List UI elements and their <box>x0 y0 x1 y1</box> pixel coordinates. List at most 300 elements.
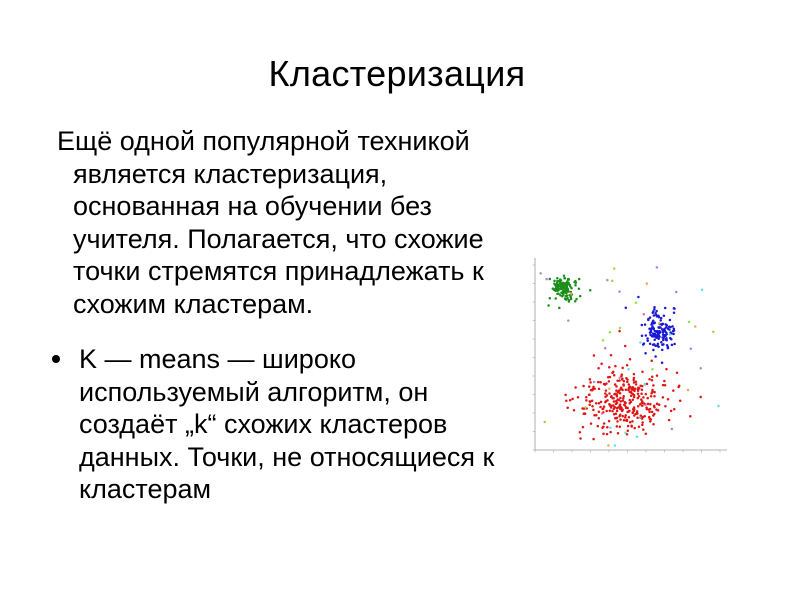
cluster-point-blue <box>657 315 660 318</box>
noise-point <box>687 389 690 392</box>
cluster-point-red <box>670 410 673 413</box>
cluster-point-red <box>626 364 629 367</box>
cluster-point-red <box>645 433 648 436</box>
cluster-point-green <box>568 299 571 302</box>
noise-point <box>688 321 691 324</box>
cluster-point-blue <box>657 333 660 336</box>
cluster-point-blue <box>664 334 667 337</box>
cluster-point-red <box>652 384 655 387</box>
noise-point <box>644 404 647 407</box>
cluster-point-red <box>633 427 636 430</box>
cluster-point-red <box>629 358 632 361</box>
cluster-point-red <box>595 402 598 405</box>
cluster-point-red <box>603 383 606 386</box>
cluster-point-red <box>645 393 648 396</box>
cluster-point-red <box>633 414 636 417</box>
cluster-point-blue <box>666 324 669 327</box>
cluster-point-blue <box>673 343 676 346</box>
noise-point <box>694 325 697 328</box>
cluster-point-red <box>606 433 609 436</box>
cluster-point-red <box>620 386 623 389</box>
cluster-point-red <box>647 403 650 406</box>
cluster-point-blue <box>666 344 669 347</box>
cluster-point-red <box>608 380 611 383</box>
cluster-point-red <box>616 420 619 423</box>
cluster-point-red <box>613 408 616 411</box>
cluster-point-red <box>592 438 595 441</box>
cluster-point-red <box>676 372 679 375</box>
cluster-point-green <box>549 297 552 300</box>
noise-point <box>544 421 547 424</box>
cluster-point-blue <box>637 296 640 299</box>
cluster-point-red <box>626 381 629 384</box>
cluster-point-red <box>597 367 600 370</box>
cluster-point-red <box>635 383 638 386</box>
cluster-point-blue <box>659 319 662 322</box>
cluster-point-red <box>569 399 572 402</box>
cluster-point-red <box>610 406 613 409</box>
bullet-item-kmeans-text: K — means — широко используемый алгоритм, он создаёт „k“ схожих кластеров данных. Точки, не относящиеся к кластерам <box>79 344 495 504</box>
cluster-point-red <box>625 406 628 409</box>
cluster-point-blue <box>649 343 652 346</box>
cluster-point-red <box>597 425 600 428</box>
cluster-point-red <box>626 420 629 423</box>
cluster-point-green <box>569 285 572 288</box>
cluster-point-red <box>618 330 621 333</box>
noise-point <box>639 341 642 344</box>
cluster-point-red <box>651 375 654 378</box>
cluster-point-red <box>577 396 580 399</box>
cluster-point-green <box>547 304 550 307</box>
cluster-point-red <box>609 376 612 379</box>
cluster-point-red <box>613 393 616 396</box>
cluster-point-red <box>614 365 617 368</box>
noise-point <box>651 368 654 371</box>
cluster-point-blue <box>673 311 676 314</box>
cluster-point-red <box>610 395 613 398</box>
cluster-point-blue <box>665 331 668 334</box>
cluster-point-red <box>589 400 592 403</box>
cluster-point-red <box>672 389 675 392</box>
cluster-point-red <box>649 403 652 406</box>
cluster-point-red <box>593 414 596 417</box>
cluster-point-red <box>606 399 609 402</box>
cluster-point-blue <box>671 344 674 347</box>
cluster-point-blue <box>662 339 665 342</box>
cluster-point-red <box>619 392 622 395</box>
cluster-point-red <box>637 387 640 390</box>
cluster-point-green <box>549 278 552 281</box>
cluster-point-red <box>571 398 574 401</box>
cluster-point-red <box>619 403 622 406</box>
cluster-point-red <box>615 417 618 420</box>
cluster-point-red <box>635 412 638 415</box>
noise-point <box>619 327 622 330</box>
cluster-point-red <box>598 410 601 413</box>
cluster-point-blue <box>649 316 652 319</box>
noise-point <box>611 280 614 283</box>
cluster-point-red <box>602 433 605 436</box>
cluster-point-blue <box>647 319 650 322</box>
cluster-point-red <box>679 399 682 402</box>
cluster-point-red <box>636 416 639 419</box>
cluster-point-blue <box>654 330 657 333</box>
noise-point <box>701 289 704 292</box>
cluster-point-red <box>648 411 651 414</box>
cluster-point-red <box>663 380 666 383</box>
cluster-point-red <box>633 406 636 409</box>
cluster-point-red <box>662 396 665 399</box>
paragraph-clustering-intro: Ещё одной популярной техникой является кластеризация, основанная на обучении без учителя. Полагается, что схожие точки стремятся принадлежать к схожим кластерам. <box>57 126 484 319</box>
cluster-point-red <box>653 391 656 394</box>
cluster-point-red <box>628 383 631 386</box>
cluster-point-green <box>574 300 577 303</box>
noise-point <box>609 426 612 429</box>
noise-point <box>609 331 612 334</box>
noise-point <box>614 444 617 447</box>
cluster-point-red <box>626 378 629 381</box>
cluster-point-red <box>639 403 642 406</box>
cluster-point-red <box>678 385 681 388</box>
cluster-point-red <box>579 431 582 434</box>
cluster-point-red <box>631 420 634 423</box>
cluster-point-red <box>642 416 645 419</box>
cluster-point-blue <box>661 324 664 327</box>
cluster-point-red <box>613 413 616 416</box>
cluster-point-red <box>633 377 636 380</box>
cluster-point-blue <box>654 321 657 324</box>
noise-point <box>627 368 630 371</box>
cluster-point-red <box>624 416 627 419</box>
noise-point <box>619 377 622 380</box>
cluster-point-red <box>616 394 619 397</box>
noise-point <box>606 279 609 282</box>
cluster-point-red <box>641 421 644 424</box>
cluster-point-blue <box>652 349 655 352</box>
cluster-point-red <box>633 389 636 392</box>
cluster-point-red <box>592 409 595 412</box>
cluster-point-red <box>637 405 640 408</box>
cluster-point-blue <box>658 330 661 333</box>
cluster-point-red <box>608 366 611 369</box>
cluster-point-red <box>605 382 608 385</box>
cluster-point-red <box>641 388 644 391</box>
noise-point <box>712 331 715 334</box>
cluster-point-blue <box>641 335 644 338</box>
cluster-point-red <box>653 395 656 398</box>
cluster-point-green <box>556 280 559 283</box>
cluster-point-red <box>641 424 644 427</box>
cluster-point-blue <box>655 336 658 339</box>
cluster-point-blue <box>658 326 661 329</box>
cluster-point-blue <box>649 331 652 334</box>
cluster-point-blue <box>644 323 647 326</box>
cluster-point-blue <box>645 334 648 337</box>
noise-point <box>669 333 672 336</box>
cluster-point-red <box>579 437 582 440</box>
cluster-point-red <box>632 398 635 401</box>
cluster-point-red <box>641 371 644 374</box>
cluster-point-red <box>624 345 627 348</box>
cluster-point-red <box>617 391 620 394</box>
cluster-point-red <box>650 418 653 421</box>
cluster-point-green <box>568 278 571 281</box>
noise-point <box>639 417 642 420</box>
cluster-point-red <box>673 408 676 411</box>
cluster-point-red <box>573 409 576 412</box>
cluster-point-green <box>575 282 578 285</box>
cluster-point-red <box>622 399 625 402</box>
cluster-point-red <box>651 379 654 382</box>
cluster-point-blue <box>653 339 656 342</box>
cluster-point-red <box>664 384 667 387</box>
cluster-point-green <box>570 296 573 299</box>
cluster-point-green <box>553 283 556 286</box>
cluster-point-red <box>591 405 594 408</box>
cluster-point-red <box>628 391 631 394</box>
cluster-point-red <box>627 425 630 428</box>
cluster-point-red <box>689 415 692 418</box>
cluster-point-red <box>646 408 649 411</box>
noise-point <box>644 383 647 386</box>
cluster-point-red <box>589 378 592 381</box>
cluster-point-red <box>588 403 591 406</box>
cluster-point-red <box>608 420 611 423</box>
cluster-point-red <box>664 405 667 408</box>
cluster-point-blue <box>650 329 653 332</box>
noise-point <box>675 291 678 294</box>
cluster-point-blue <box>657 343 660 346</box>
cluster-point-red <box>637 393 640 396</box>
noise-point <box>602 339 605 342</box>
cluster-point-blue <box>625 306 628 309</box>
noise-point <box>656 266 659 269</box>
cluster-point-green <box>563 275 566 278</box>
cluster-point-blue <box>661 362 664 365</box>
cluster-point-green <box>575 298 578 301</box>
cluster-scatter-plot <box>515 252 730 464</box>
cluster-point-blue <box>651 335 654 338</box>
cluster-point-green <box>554 297 557 300</box>
cluster-point-red <box>625 388 628 391</box>
cluster-point-red <box>621 389 624 392</box>
cluster-point-blue <box>672 333 675 336</box>
noise-point <box>699 367 702 370</box>
cluster-point-red <box>642 396 645 399</box>
cluster-point-blue <box>644 352 647 355</box>
cluster-point-red <box>616 425 619 428</box>
cluster-point-red <box>629 421 632 424</box>
noise-point <box>658 322 661 325</box>
cluster-point-red <box>614 383 617 386</box>
cluster-point-green <box>560 285 563 288</box>
cluster-point-red <box>621 367 624 370</box>
cluster-point-red <box>641 385 644 388</box>
cluster-point-green <box>578 287 581 290</box>
cluster-point-blue <box>655 310 658 313</box>
cluster-point-red <box>621 415 624 418</box>
cluster-point-red <box>591 389 594 392</box>
cluster-point-blue <box>663 315 666 318</box>
noise-point <box>593 381 596 384</box>
cluster-point-red <box>640 392 643 395</box>
cluster-point-red <box>641 400 644 403</box>
cluster-point-green <box>559 278 562 281</box>
cluster-point-red <box>633 410 636 413</box>
cluster-point-green <box>558 307 561 310</box>
cluster-point-green <box>566 295 569 298</box>
cluster-point-red <box>599 406 602 409</box>
cluster-point-blue <box>642 343 645 346</box>
cluster-point-red <box>619 425 622 428</box>
cluster-point-green <box>564 297 567 300</box>
bullet-item-kmeans <box>57 343 527 506</box>
cluster-point-red <box>619 397 622 400</box>
cluster-point-blue <box>646 340 649 343</box>
cluster-point-red <box>582 385 585 388</box>
cluster-point-red <box>618 415 621 418</box>
cluster-point-red <box>615 400 618 403</box>
cluster-point-red <box>585 399 588 402</box>
cluster-point-blue <box>662 343 665 346</box>
cluster-point-green <box>563 277 566 280</box>
cluster-point-red <box>591 400 594 403</box>
cluster-point-red <box>600 362 603 365</box>
cluster-point-green <box>553 289 556 292</box>
cluster-point-red <box>608 392 611 395</box>
noise-point <box>690 348 693 351</box>
cluster-point-blue <box>641 324 644 327</box>
cluster-point-blue <box>673 329 676 332</box>
cluster-point-red <box>606 394 609 397</box>
cluster-point-red <box>583 412 586 415</box>
cluster-point-red <box>581 407 584 410</box>
noise-point <box>607 444 610 447</box>
cluster-point-red <box>622 384 625 387</box>
noise-point <box>604 347 607 350</box>
cluster-point-blue <box>653 314 656 317</box>
cluster-point-green <box>559 294 562 297</box>
cluster-point-red <box>653 406 656 409</box>
cluster-point-red <box>651 389 654 392</box>
noise-point <box>643 313 646 316</box>
cluster-point-red <box>656 403 659 406</box>
cluster-point-green <box>589 289 592 292</box>
cluster-point-red <box>613 400 616 403</box>
cluster-point-red <box>593 388 596 391</box>
noise-point <box>671 428 674 431</box>
cluster-point-red <box>582 426 585 429</box>
cluster-point-red <box>598 417 601 420</box>
cluster-point-red <box>598 388 601 391</box>
cluster-point-red <box>621 408 624 411</box>
cluster-point-red <box>611 372 614 375</box>
noise-point <box>636 436 639 439</box>
cluster-point-red <box>637 397 640 400</box>
cluster-point-green <box>578 278 581 281</box>
cluster-point-green <box>567 283 570 286</box>
cluster-point-red <box>588 385 591 388</box>
cluster-point-green <box>555 285 558 288</box>
cluster-point-red <box>616 410 619 413</box>
cluster-point-red <box>633 394 636 397</box>
cluster-point-green <box>574 284 577 287</box>
cluster-point-red <box>605 389 608 392</box>
cluster-point-green <box>562 282 565 285</box>
cluster-point-red <box>667 398 670 401</box>
cluster-point-red <box>652 414 655 417</box>
cluster-point-blue <box>646 337 649 340</box>
noise-point <box>567 319 570 322</box>
cluster-point-blue <box>660 317 663 320</box>
cluster-point-red <box>652 423 655 426</box>
cluster-point-red <box>655 408 658 411</box>
cluster-point-red <box>606 426 609 429</box>
cluster-point-red <box>619 418 622 421</box>
cluster-point-blue <box>661 336 664 339</box>
cluster-point-red <box>564 394 567 397</box>
cluster-point-red <box>636 410 639 413</box>
cluster-point-blue <box>665 338 668 341</box>
cluster-point-red <box>630 425 633 428</box>
cluster-point-red <box>612 397 615 400</box>
cluster-point-red <box>665 368 668 371</box>
cluster-point-red <box>641 404 644 407</box>
cluster-point-blue <box>658 335 661 338</box>
cluster-point-green <box>563 286 566 289</box>
cluster-point-red <box>642 428 645 431</box>
cluster-point-red <box>588 394 591 397</box>
cluster-point-red <box>650 360 653 363</box>
cluster-point-red <box>565 399 568 402</box>
cluster-point-blue <box>662 330 665 333</box>
cluster-point-red <box>618 379 621 382</box>
cluster-point-red <box>627 430 630 433</box>
cluster-point-green <box>556 277 559 280</box>
cluster-point-blue <box>668 328 671 331</box>
cluster-point-blue <box>667 347 670 350</box>
noise-point <box>601 412 604 415</box>
cluster-point-blue <box>654 355 657 358</box>
noise-point <box>635 301 638 304</box>
cluster-point-red <box>574 386 577 389</box>
scatter-points <box>539 266 719 447</box>
cluster-point-red <box>650 395 653 398</box>
cluster-point-red <box>613 374 616 377</box>
cluster-point-red <box>640 414 643 417</box>
cluster-point-blue <box>673 307 676 310</box>
cluster-point-blue <box>653 308 656 311</box>
bullet-dot-icon <box>52 355 60 363</box>
cluster-point-red <box>593 354 596 357</box>
cluster-point-red <box>605 410 608 413</box>
noise-point <box>570 292 573 295</box>
cluster-point-red <box>628 416 631 419</box>
noise-point <box>618 290 621 293</box>
cluster-point-red <box>617 432 620 435</box>
slide-body <box>57 125 527 506</box>
cluster-point-red <box>619 406 622 409</box>
cluster-point-red <box>611 410 614 413</box>
noise-point <box>539 272 542 275</box>
noise-point <box>608 387 611 390</box>
cluster-point-red <box>585 396 588 399</box>
cluster-point-red <box>598 402 601 405</box>
slide-title: Кластеризация <box>268 53 526 94</box>
cluster-point-red <box>609 409 612 412</box>
noise-point <box>646 282 649 285</box>
cluster-point-red <box>609 431 612 434</box>
